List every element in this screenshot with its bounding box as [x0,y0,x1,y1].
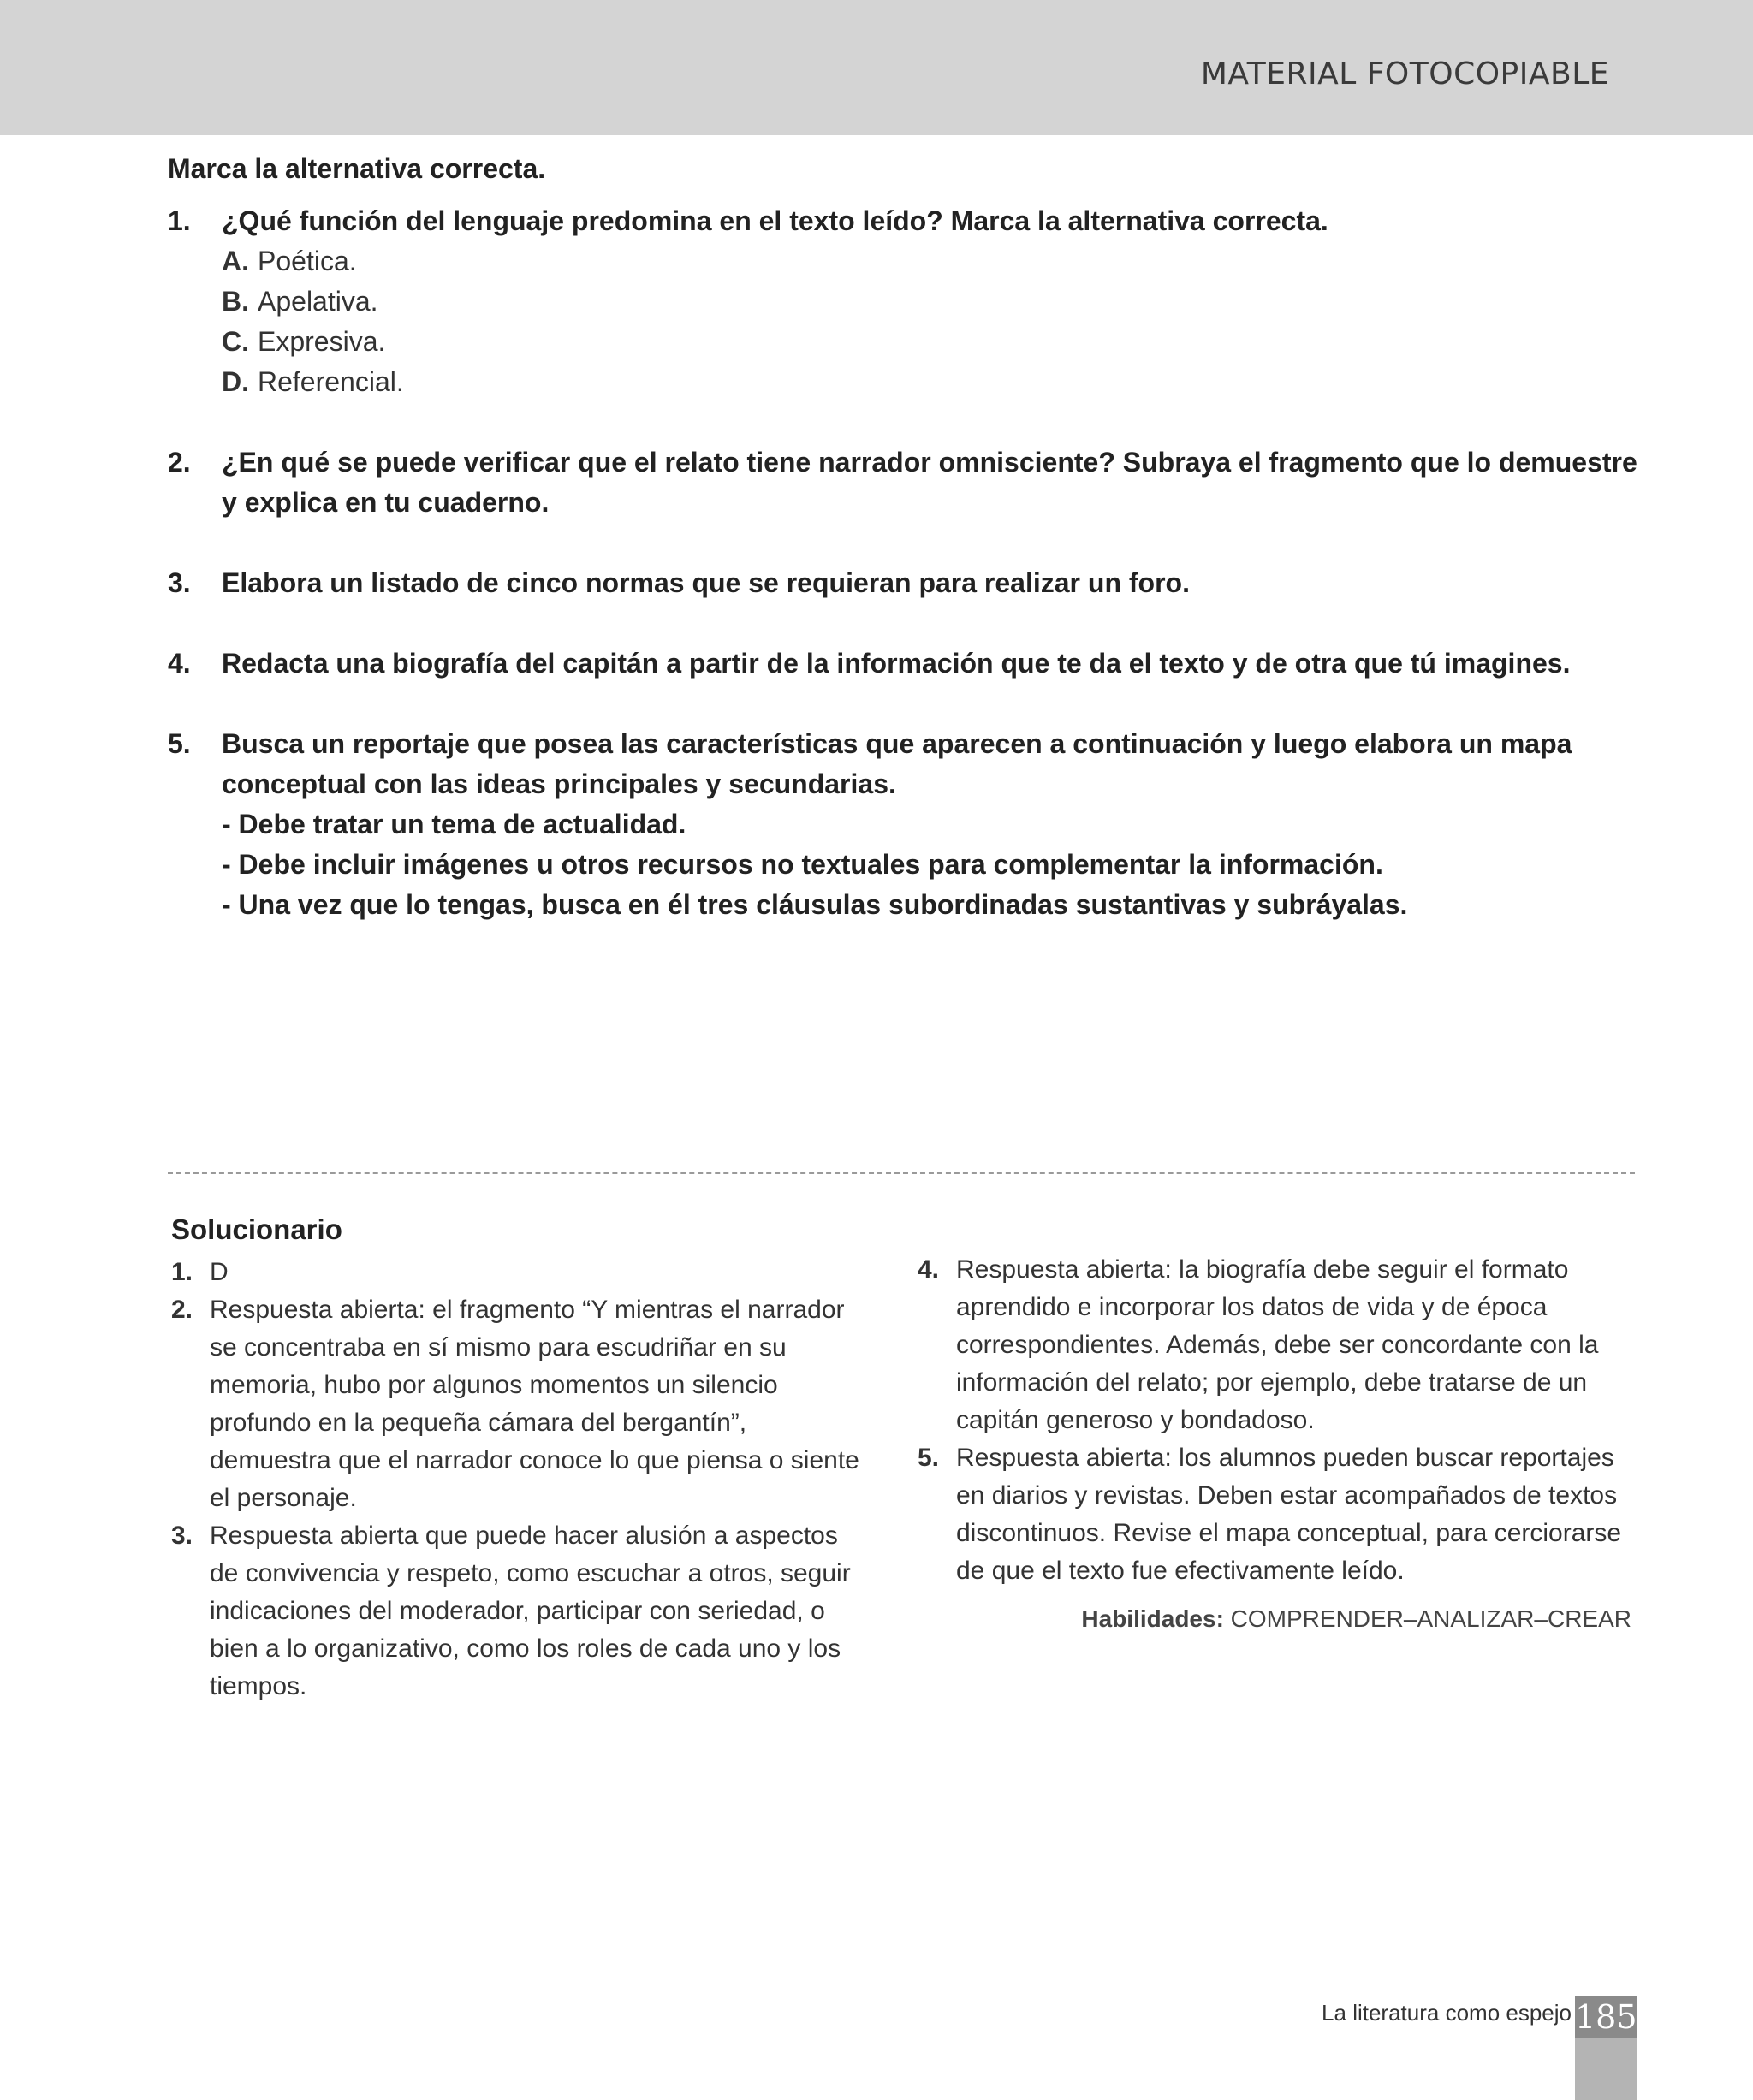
option-letter: A. [222,246,249,276]
answer-text: D [210,1258,229,1286]
option-b [222,282,1640,322]
option-letter: D. [222,366,249,397]
option-c [222,322,1640,362]
question-2 [168,442,1640,523]
option-letter: B. [222,286,249,317]
answer-number: 4. [918,1255,940,1284]
answer-number: 3. [171,1522,193,1550]
page-number: 185 [1575,1998,1637,2036]
question-number: 4. [168,648,191,679]
criteria-item: - Debe incluir imágenes u otros recursos no textuales para complementar la información. [222,849,1383,880]
question-text: Elabora un listado de cinco normas que se requieran para realizar un foro. [222,567,1190,598]
skills-value: COMPRENDER–ANALIZAR–CREAR [1230,1605,1631,1632]
answer-text: Respuesta abierta: los alumnos pueden buscar reportajes en diarios y revistas. Deben estar acompañados de textos discontinuos. Revise el mapa conceptual, para cerciorarse de que el texto fue efectivamente leído. [956,1444,1622,1585]
answer-2 [171,1291,873,1517]
header-title: MATERIAL FOTOCOPIABLE [1200,56,1609,92]
option-d [222,362,1640,402]
question-text: Busca un reportaje que posea las características que aparecen a continuación y luego elabora un mapa conceptual con las ideas principales y secundarias. [222,728,1572,799]
answer-number: 2. [171,1296,193,1324]
answer-1 [171,1254,873,1291]
skills-line [1081,1605,1631,1633]
worksheet [168,145,1640,965]
option-text: Expresiva. [258,326,386,357]
header-band [0,0,1753,135]
question-4 [168,644,1640,684]
criteria-item: - Una vez que lo tengas, busca en él tres cláusulas subordinadas sustantivas y subráyalas. [222,889,1408,920]
question-number: 1. [168,205,191,236]
criteria-item: - Debe tratar un tema de actualidad. [222,809,686,839]
option-letter: C. [222,326,249,357]
question-text: ¿En qué se puede verificar que el relato tiene narrador omnisciente? Subraya el fragmento que lo demuestre y explica en tu cuaderno. [222,447,1637,518]
solucionario-title: Solucionario [171,1213,342,1245]
question-text: ¿Qué función del lenguaje predomina en el texto leído? Marca la alternativa correcta. [222,205,1328,236]
answer-5 [918,1439,1645,1590]
instruction: Marca la alternativa correcta. [168,153,546,184]
answer-text: Respuesta abierta que puede hacer alusión a aspectos de convivencia y respeto, como escuchar a otros, seguir indicaciones del moderador, participar con seriedad, o bien a lo organizativo, como los roles de cada uno y los tiempos. [210,1522,851,1700]
option-a [222,241,1640,282]
option-text: Referencial. [258,366,404,397]
question-3 [168,563,1640,603]
answer-number: 5. [918,1444,940,1472]
option-text: Poética. [258,246,357,276]
answer-text: Respuesta abierta: la biografía debe seguir el formato aprendido e incorporar los datos de vida y de época correspondientes. Además, debe ser concordante con la información del relato; por ejemplo, debe tratarse de un capitán generoso y bondadoso. [956,1255,1599,1434]
question-number: 2. [168,447,191,478]
dashed-divider [168,1172,1635,1174]
page-number-box [1575,1996,1637,2100]
solucionario-right-column [918,1251,1645,1590]
answer-number: 1. [171,1258,193,1286]
question-number: 3. [168,567,191,598]
question-text: Redacta una biografía del capitán a partir de la información que te da el texto y de otra que tú imagines. [222,648,1571,679]
skills-label: Habilidades: [1081,1605,1224,1632]
answer-4 [918,1251,1645,1439]
solucionario-left-column [171,1254,873,1706]
option-text: Apelativa. [258,286,378,317]
question-number: 5. [168,728,191,759]
question-5 [168,724,1640,925]
answer-3 [171,1517,873,1706]
footer-section: La literatura como espejo [1322,2000,1572,2026]
question-1 [168,201,1640,402]
answer-text: Respuesta abierta: el fragmento “Y mientras el narrador se concentraba en sí mismo para escudriñar en su memoria, hubo por algunos momentos un silencio profundo en la pequeña cámara del bergantín”, demuestra que el narrador conoce lo que piensa o siente el personaje. [210,1296,859,1512]
